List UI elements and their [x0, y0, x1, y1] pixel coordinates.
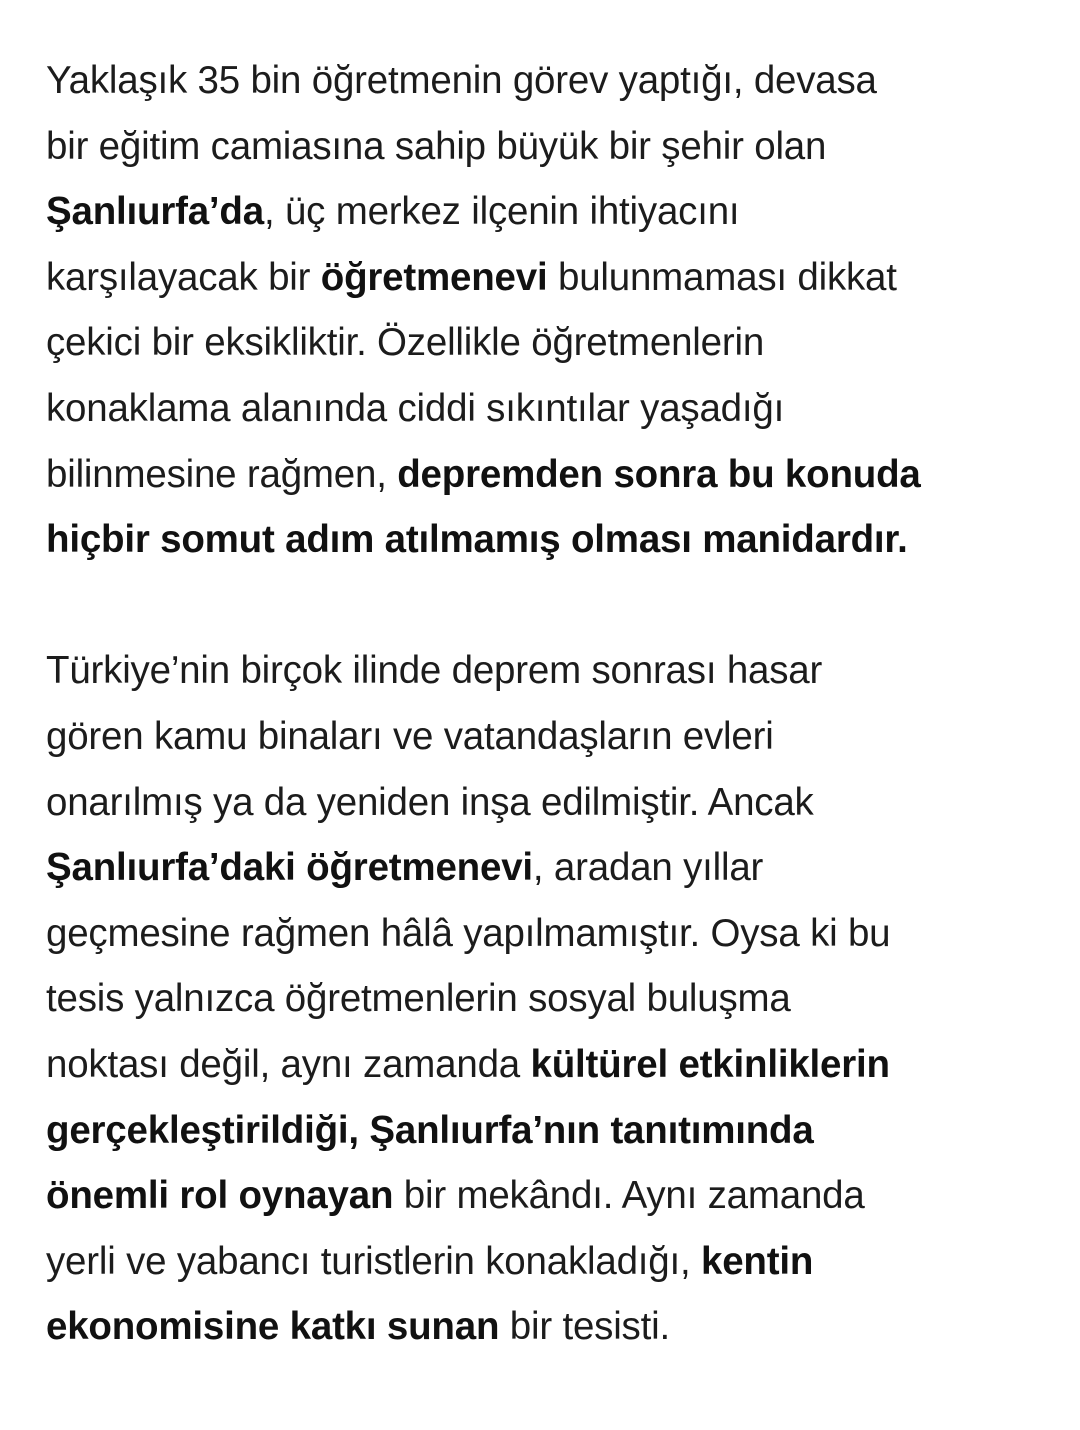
text-line: [46, 507, 1046, 573]
text-line: [46, 1229, 1046, 1295]
text-run: yerli ve yabancı turistlerin konakladığı,: [46, 1239, 701, 1283]
bold-text-run: hiçbir somut adım atılmamış olması manidardır.: [46, 518, 908, 562]
text-run: karşılayacak bir: [46, 255, 321, 299]
text-line: [46, 114, 1046, 180]
bold-text-run: kültürel etkinliklerin: [530, 1042, 890, 1086]
text-line: [46, 48, 1046, 114]
text-line: [46, 310, 1046, 376]
article-body: [46, 48, 1046, 1360]
text-run: Türkiye’nin birçok ilinde deprem sonrası hasar: [46, 649, 823, 693]
text-line: [46, 245, 1046, 311]
text-line: [46, 704, 1046, 770]
text-line: [46, 1032, 1046, 1098]
text-run: gören kamu binaları ve vatandaşların evleri: [46, 714, 774, 758]
bold-text-run: önemli rol oynayan: [46, 1174, 394, 1218]
bold-text-run: depremden sonra bu konuda: [397, 452, 921, 496]
bold-text-run: Şanlıurfa’da: [46, 190, 264, 234]
bold-text-run: öğretmenevi: [320, 255, 548, 299]
text-line: [46, 966, 1046, 1032]
text-run: çekici bir eksikliktir. Özellikle öğretmenlerin: [46, 321, 765, 365]
text-run: geçmesine rağmen hâlâ yapılmamıştır. Oysa ki bu: [46, 911, 891, 955]
paragraph-spacer: [46, 573, 1046, 639]
paragraph-1: [46, 48, 1046, 573]
text-line: [46, 835, 1046, 901]
text-run: , aradan yıllar: [532, 846, 764, 890]
text-run: bilinmesine rağmen,: [46, 452, 398, 496]
text-run: Yaklaşık 35 bin öğretmenin görev yaptığı, devasa: [46, 59, 877, 102]
bold-text-run: kentin: [700, 1239, 814, 1283]
text-line: [46, 1163, 1046, 1229]
bold-text-run: Şanlıurfa’daki öğretmenevi: [46, 846, 533, 890]
text-line: [46, 638, 1046, 704]
text-run: bir tesisti.: [499, 1305, 670, 1349]
text-line: [46, 179, 1046, 245]
text-line: [46, 1294, 1046, 1360]
text-line: [46, 442, 1046, 508]
text-run: , üç merkez ilçenin ihtiyacını: [263, 190, 740, 234]
text-run: bulunmaması dikkat: [547, 255, 897, 299]
text-line: [46, 901, 1046, 967]
bold-text-run: ekonomisine katkı sunan: [46, 1305, 500, 1349]
text-run: tesis yalnızca öğretmenlerin sosyal buluşma: [46, 977, 791, 1021]
text-line: [46, 1098, 1046, 1164]
text-run: noktası değil, aynı zamanda: [46, 1042, 531, 1086]
text-line: [46, 770, 1046, 836]
text-run: onarılmış ya da yeniden inşa edilmiştir. Ancak: [46, 780, 814, 824]
text-run: bir mekândı. Aynı zamanda: [393, 1174, 865, 1218]
text-line: [46, 376, 1046, 442]
bold-text-run: gerçekleştirildiği, Şanlıurfa’nın tanıtımında: [46, 1108, 814, 1152]
text-run: bir eğitim camiasına sahip büyük bir şehir olan: [46, 124, 827, 168]
paragraph-2: [46, 638, 1046, 1360]
text-run: konaklama alanında ciddi sıkıntılar yaşadığı: [46, 386, 785, 430]
